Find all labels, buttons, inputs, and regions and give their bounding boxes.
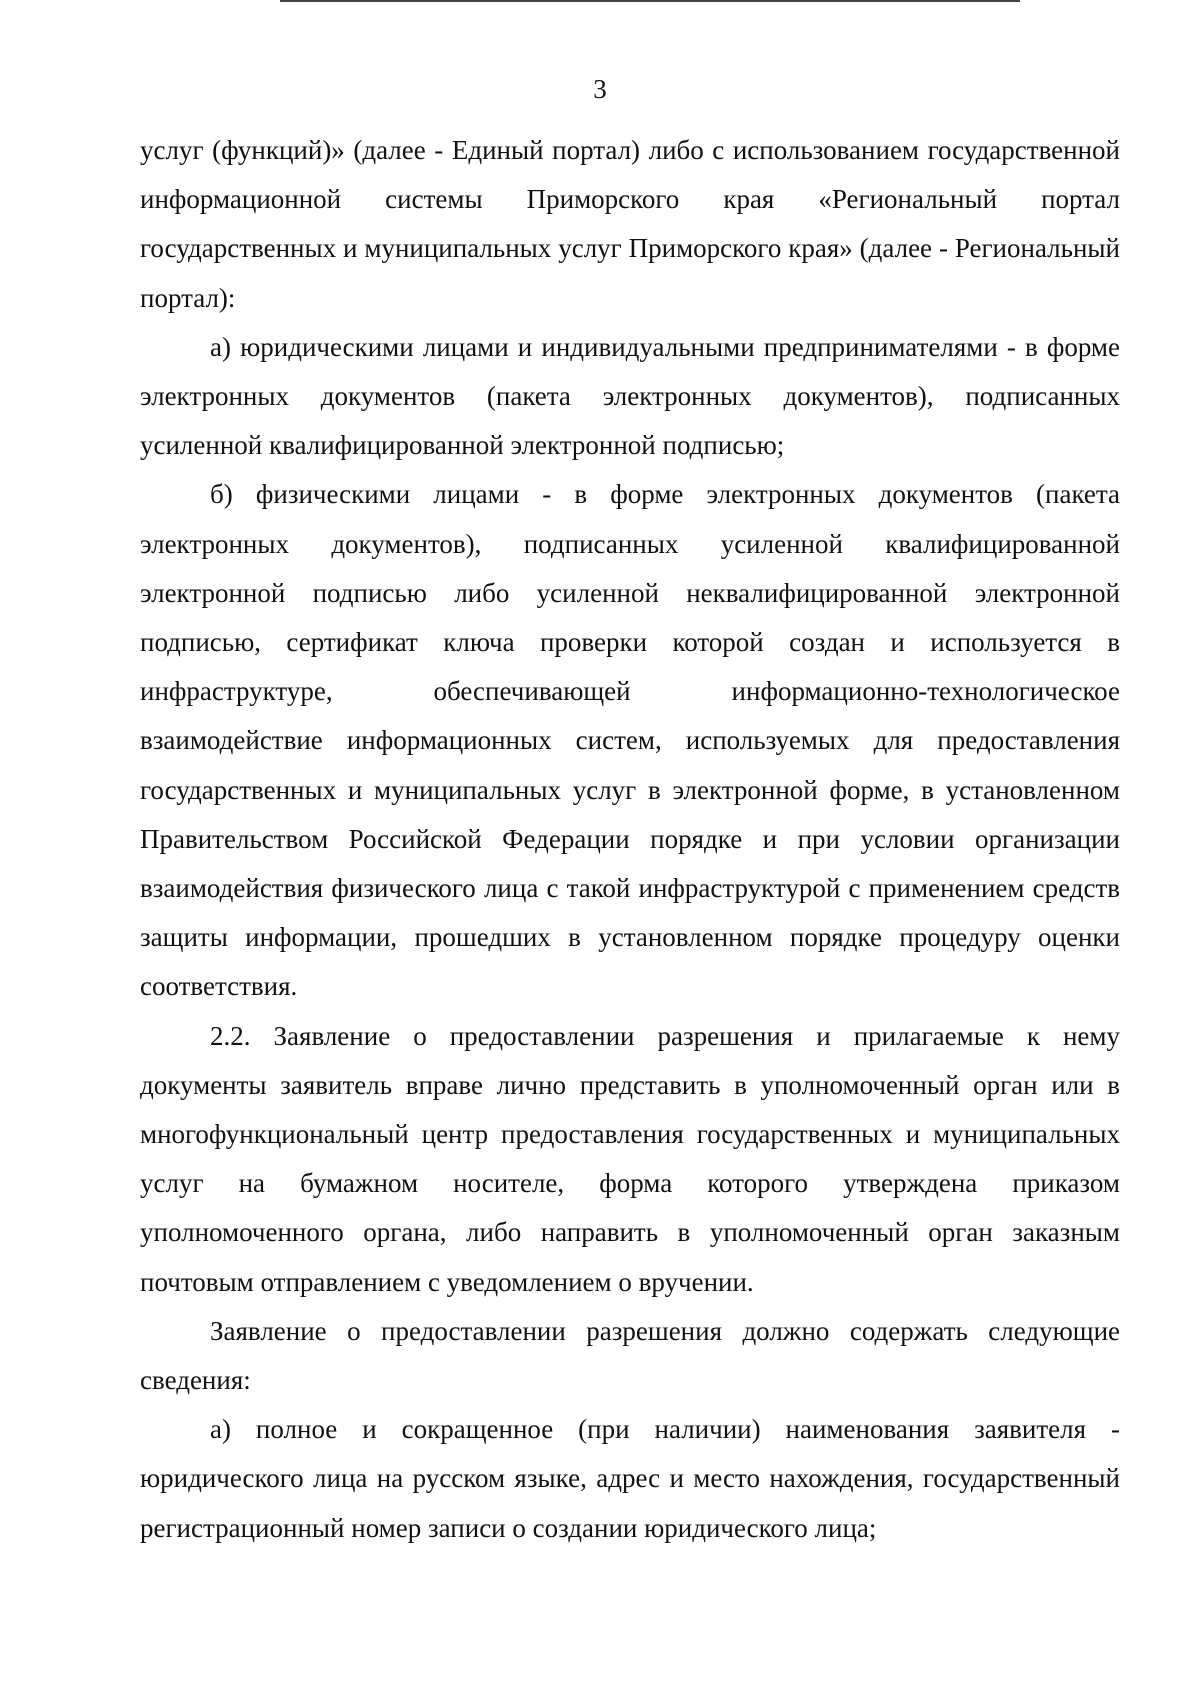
paragraph-legal-entities: а) юридическими лицами и индивидуальными предпринимателями - в форме электронных документов (пакета электронных документов), подписанных усиленной квалифицированной электронной подписью; — [140, 331, 1120, 461]
paragraph-item-a: а) полное и сокращенное (при наличии) наименования заявителя - юридического лица на русском языке, адрес и место нахождения, государственный регистрационный номер записи о создании юридического лица; — [140, 1414, 1120, 1543]
paragraph-individuals: б) физическими лицами - в форме электронных документов (пакета электронных документов), подписанных усиленной квалифицированной электронной подписью либо усиленной неквалифицированной электронной подписью, сертификат ключа проверки которой создан и используется в инфраструктуре, обеспечивающей информационно-технологическое взаимодействие информационных систем, используемых для предоставления государственных и муниципальных услуг в электронной форме, в установленном Правительством Российской Федерации порядке и при условии организации взаимодействия физического лица с такой инфраструктурой с применением средств защиты информации, прошедших в установленном порядке процедуру оценки соответствия. — [140, 479, 1120, 1002]
top-edge-rule — [280, 0, 1020, 2]
page-number: 3 — [593, 74, 607, 104]
paragraph-portal-intro: услуг (функций)» (далее - Единый портал) либо с использованием государственной информационной системы Приморского края «Региональный портал государственных и муниципальных услуг Приморского края» (далее - Региональный портал): — [140, 135, 1120, 313]
body-text — [140, 126, 1120, 1553]
paragraph-application-content: Заявление о предоставлении разрешения должно содержать следующие сведения: — [140, 1315, 1120, 1396]
paragraph-2-2: 2.2. Заявление о предоставлении разрешения и прилагаемые к нему документы заявитель вправе лично представить в уполномоченный орган или в многофункциональный центр предоставления государственных и муниципальных услуг на бумажном носителе, форма которого утверждена приказом уполномоченного органа, либо направить в уполномоченный орган заказным почтовым отправлением с уведомлением о вручении. — [140, 1020, 1120, 1297]
